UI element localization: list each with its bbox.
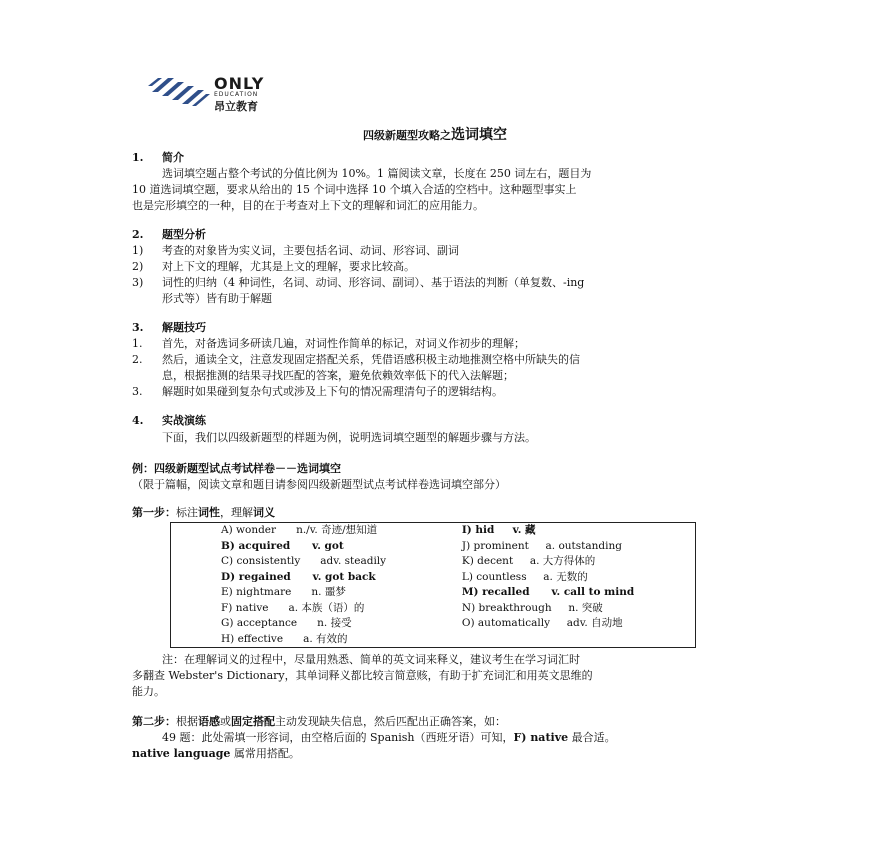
word-row — [171, 632, 696, 648]
question-49-line-2 — [132, 746, 300, 762]
section-4-heading — [132, 413, 206, 429]
brand-name: ONLY — [214, 74, 265, 93]
brand-subtitle: EDUCATION — [214, 91, 259, 98]
note-line-1: 注：在理解词义的过程中，尽量用熟悉、简单的英文词来释义，建议考生在学习词汇时 — [162, 653, 580, 666]
item-number: 3) — [132, 276, 144, 289]
item-number: 1) — [132, 244, 144, 257]
section-2-item-2 — [132, 259, 415, 275]
question-49-line-1 — [162, 730, 616, 746]
step-2-text: 根据 — [176, 715, 198, 728]
word-row — [171, 523, 696, 539]
section-1-title: 简介 — [162, 151, 184, 164]
item-text: 首先，对备选词多研读几遍，对词性作简单的标记，对词义作初步的理解； — [162, 337, 525, 350]
section-3-heading — [132, 320, 206, 336]
note-line-3: 能力。 — [132, 685, 165, 698]
title-main: 选词填空 — [451, 127, 507, 143]
step-2-bold: 固定搭配 — [231, 715, 275, 728]
item-number: 3. — [132, 385, 143, 398]
word-option-left: C) consistently adv. steadily — [221, 555, 387, 567]
step-2-label: 第二步： — [132, 715, 176, 728]
word-option-right: L) countless a. 无数的 — [461, 570, 588, 583]
word-option-right: J) prominent a. outstanding — [461, 539, 622, 552]
q49-text: 属常用搭配。 — [230, 747, 300, 760]
section-1-line-2: 10 道选词填空题，要求从给出的 15 个词中选择 10 个填入合适的空档中。这种题型事实上 — [132, 183, 577, 196]
section-2-item-1 — [132, 243, 459, 259]
step-1-line — [132, 505, 275, 521]
item-text: 然后，通读全文，注意发现固定搭配关系，凭借语感积极主动地推测空格中所缺失的信 — [162, 353, 580, 366]
word-option-left: B) acquired v. got — [221, 539, 344, 552]
section-1-heading — [132, 150, 184, 166]
word-option-right: O) automatically adv. 自动地 — [461, 617, 623, 629]
step-2-line — [132, 714, 506, 730]
word-option-right: K) decent a. 大方得体的 — [461, 555, 596, 567]
section-2-item-3-continuation: 形式等）皆有助于解题 — [162, 292, 272, 305]
item-text: 考查的对象皆为实义词，主要包括名词、动词、形容词、副词 — [162, 244, 459, 257]
step-1-label: 第一步： — [132, 506, 176, 519]
item-text: 对上下文的理解，尤其是上文的理解，要求比较高。 — [162, 260, 415, 273]
item-number: 2) — [132, 260, 144, 273]
word-option-left: E) nightmare n. 噩梦 — [221, 586, 346, 598]
section-3-item-2 — [132, 352, 580, 368]
q49-text: 最合适。 — [568, 731, 616, 744]
section-4-number: 4. — [132, 414, 144, 427]
step-1-text: 标注 — [176, 506, 198, 519]
step-1-bold: 词义 — [253, 506, 275, 519]
section-1-line-1: 选词填空题占整个考试的分值比例为 10%。1 篇阅读文章，长度在 250 词左右，题目为 — [162, 167, 592, 180]
word-row — [171, 570, 696, 586]
word-row — [171, 616, 696, 632]
q49-answer: F) native — [513, 731, 569, 744]
word-option-right: I) hid v. 藏 — [461, 524, 536, 536]
word-option-right: N) breakthrough n. 突破 — [461, 601, 603, 614]
word-option-right — [462, 632, 696, 648]
section-1-number: 1. — [132, 151, 144, 164]
step-2-text: 或 — [220, 715, 231, 728]
note-line-2: 多翻查 Webster's Dictionary，其单词释义都比较言简意赅，有助于扩充词汇和用英文思维的 — [132, 669, 593, 682]
step-1-bold: 词性 — [198, 506, 220, 519]
section-2-item-3 — [132, 275, 584, 291]
item-number: 1. — [132, 337, 143, 350]
only-education-logo — [148, 72, 298, 112]
word-row — [171, 601, 696, 617]
q49-collocation: native language — [132, 747, 231, 760]
section-1-line-3: 也是完形填空的一种，目的在于考查对上下文的理解和词汇的应用能力。 — [132, 199, 484, 212]
section-4-line: 下面，我们以四级新题型的样题为例，说明选词填空题型的解题步骤与方法。 — [162, 431, 536, 444]
section-3-item-2-continuation: 息，根据推测的结果寻找匹配的答案，避免依赖效率低下的代入法解题； — [162, 369, 514, 382]
word-row — [171, 554, 696, 570]
page-title — [0, 124, 870, 144]
section-4-title: 实战演练 — [162, 414, 206, 427]
word-option-left: F) native a. 本族（语）的 — [221, 601, 365, 614]
word-option-left: A) wonder n./v. 奇迹/想知道 — [221, 524, 378, 536]
example-note: （限于篇幅，阅读文章和题目请参阅四级新题型试点考试样卷选词填空部分） — [132, 478, 506, 491]
example-heading: 例：四级新题型试点考试样卷－－选词填空 — [132, 462, 341, 475]
logo-mark-icon — [148, 72, 210, 108]
q49-text: 49 题：此处需填一形容词，由空格后面的 Spanish（西班牙语）可知， — [162, 731, 514, 744]
word-row — [171, 585, 696, 601]
word-option-left: H) effective a. 有效的 — [221, 632, 348, 645]
item-text: 词性的归纳（4 种词性，名词、动词、形容词、副词）、基于语法的判断（单复数、-ing — [162, 276, 585, 289]
section-3-item-1 — [132, 336, 525, 352]
section-3-item-3 — [132, 384, 503, 400]
section-2-title: 题型分析 — [162, 228, 206, 241]
step-2-text: 主动发现缺失信息，然后匹配出正确答案，如： — [275, 715, 506, 728]
step-2-bold: 语感 — [198, 715, 220, 728]
section-2-number: 2. — [132, 228, 144, 241]
word-option-left: G) acceptance n. 接受 — [221, 617, 352, 629]
word-options-body — [171, 523, 696, 648]
word-option-left: D) regained v. got back — [221, 570, 376, 583]
section-3-title: 解题技巧 — [162, 321, 206, 334]
item-text: 解题时如果碰到复杂句式或涉及上下句的情况需理清句子的逻辑结构。 — [162, 385, 503, 398]
brand-chinese-name: 昂立教育 — [214, 100, 258, 113]
word-options-table — [170, 522, 696, 648]
section-3-number: 3. — [132, 321, 144, 334]
word-row — [171, 539, 696, 555]
word-option-right: M) recalled v. call to mind — [461, 586, 635, 598]
item-number: 2. — [132, 353, 143, 366]
step-1-text: ，理解 — [220, 506, 253, 519]
section-2-heading — [132, 227, 206, 243]
title-prefix: 四级新题型攻略之 — [363, 129, 451, 142]
